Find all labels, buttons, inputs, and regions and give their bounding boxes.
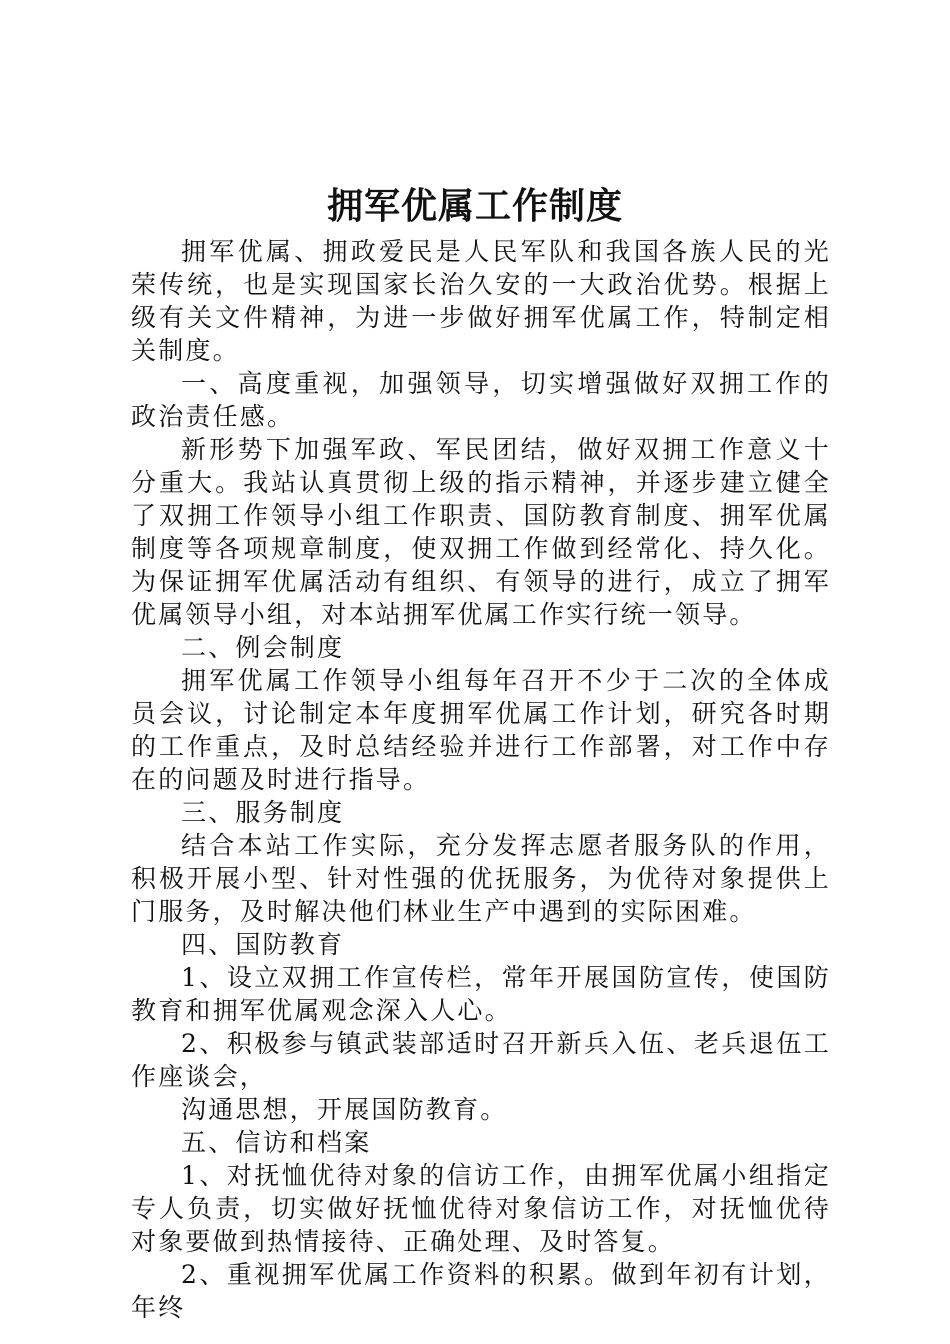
paragraph: 新形势下加强军政、军民团结，做好双拥工作意义十分重大。我站认真贯彻上级的指示精神，并逐步建立健全了双拥工作领导小组工作职责、国防教育制度、拥军优属制度等各项规章制度，使双拥工作做到经常化、持久化。为保证拥军优属活动有组织、有领导的进行，成立了拥军优属领导小组，对本站拥军优属工作实行统一领导。 [131, 435, 831, 629]
paragraph: 拥军优属工作领导小组每年召开不少于二次的全体成员会议，讨论制定本年度拥军优属工作计划，研究各时期的工作重点，及时总结经验并进行工作部署，对工作中存在的问题及时进行指导。 [131, 666, 831, 794]
section-heading-4: 四、国防教育 [181, 930, 345, 959]
list-item: 1、设立双拥工作宣传栏，常年开展国防宣传，使国防教育和拥军优属观念深入人心。 [131, 963, 831, 1025]
document-title: 拥军优属工作制度 [326, 185, 623, 227]
document-body [131, 235, 831, 1324]
list-item: 2、重视拥军优属工作资料的积累。做到年初有计划，年终 [131, 1260, 831, 1322]
paragraph: 结合本站工作实际，充分发挥志愿者服务队的作用，积极开展小型、针对性强的优抚服务，为优待对象提供上门服务，及时解决他们林业生产中遇到的实际困难。 [131, 831, 831, 926]
paragraph: 沟通思想，开展国防教育。 [181, 1095, 508, 1124]
list-item: 2、积极参与镇武装部适时召开新兵入伍、老兵退伍工作座谈会， [131, 1029, 831, 1091]
section-heading-5: 五、信访和档案 [181, 1128, 372, 1157]
list-item: 1、对抚恤优待对象的信访工作，由拥军优属小组指定专人负责，切实做好抚恤优待对象信访工作，对抚恤优待对象要做到热情接待、正确处理、及时答复。 [131, 1161, 831, 1256]
section-heading-1: 一、高度重视，加强领导，切实增强做好双拥工作的政治责任感。 [131, 369, 831, 431]
section-heading-2: 二、例会制度 [181, 633, 345, 662]
section-heading-3: 三、服务制度 [181, 798, 345, 827]
paragraph-intro: 拥军优属、拥政爱民是人民军队和我国各族人民的光荣传统，也是实现国家长治久安的一大政治优势。根据上级有关文件精神，为进一步做好拥军优属工作，特制定相关制度。 [131, 237, 831, 365]
